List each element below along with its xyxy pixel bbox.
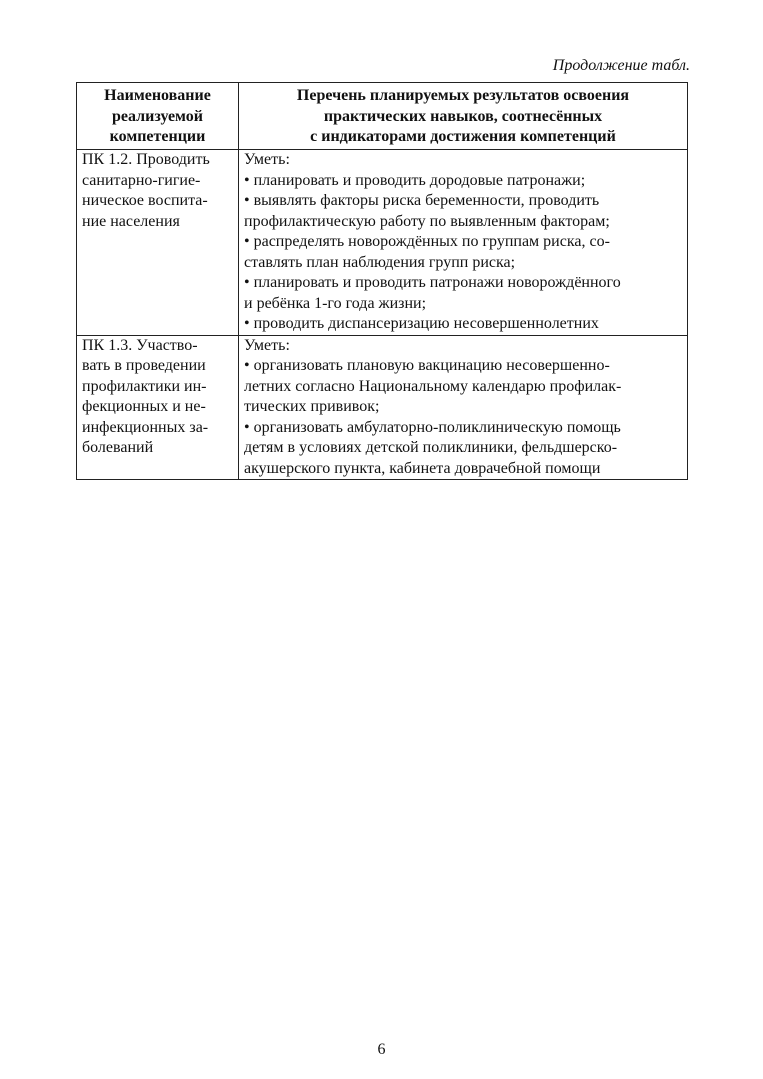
competencies-table — [76, 82, 688, 480]
cell-line: • выявлять факторы риска беременности, проводить — [244, 192, 600, 209]
cell-line: тических прививок; — [244, 398, 380, 415]
cell-line: профилактическую работу по выявленным факторам; — [244, 212, 610, 230]
cell-line: • проводить диспансеризацию несовершеннолетних — [244, 315, 599, 332]
header-line: с индикаторами достижения компетенций — [310, 128, 616, 146]
header-line: компетенции — [109, 128, 206, 146]
header-line: Перечень планируемых результатов освоения — [296, 87, 630, 105]
cell-line: детям в условиях детской поликлиники, фельдшерско- — [244, 439, 618, 456]
competence-cell — [77, 150, 239, 336]
cell-line: • организовать амбулаторно-поликлиническую помощь — [244, 418, 621, 436]
header-line: реализуемой — [112, 107, 203, 125]
cell-line: • планировать и проводить патронажи новорождённого — [244, 274, 621, 291]
header-line: Наименование — [104, 87, 211, 105]
skills-cell — [239, 335, 688, 480]
header-planned-results — [239, 83, 688, 150]
table-row — [77, 150, 688, 336]
cell-line: болеваний — [82, 439, 154, 456]
table-continued-label: Продолжение табл. — [552, 57, 690, 74]
cell-line: вать в проведении — [82, 357, 206, 374]
cell-line: Уметь: — [244, 151, 290, 168]
cell-line: ставлять план наблюдения групп риска; — [244, 253, 516, 271]
cell-line: • распределять новорождённых по группам риска, со- — [244, 233, 610, 250]
cell-line: акушерского пункта, кабинета доврачебной помощи — [244, 459, 601, 477]
table-header-row — [77, 83, 688, 150]
cell-line: санитарно-гигие- — [82, 171, 201, 189]
competence-cell — [77, 335, 239, 480]
cell-line: ние населения — [82, 212, 180, 230]
cell-line: Уметь: — [244, 336, 290, 354]
cell-line: профилактики ин- — [82, 377, 207, 395]
page-number: 6 — [377, 1041, 386, 1058]
cell-line: • организовать плановую вакцинацию несовершенно- — [244, 357, 610, 374]
header-line: практических навыков, соотнесённых — [323, 107, 603, 125]
cell-line: ническое воспита- — [82, 192, 208, 209]
cell-line: • планировать и проводить дородовые патронажи; — [244, 171, 586, 189]
skills-cell — [239, 150, 688, 336]
cell-line: ПК 1.2. Проводить — [82, 151, 210, 168]
cell-line: инфекционных за- — [82, 418, 209, 436]
header-competence-name — [77, 83, 239, 150]
cell-line: фекционных и не- — [82, 398, 206, 415]
cell-line: ПК 1.3. Участво- — [82, 336, 198, 354]
cell-line: летних согласно Национальному календарю профилак- — [244, 377, 622, 395]
cell-line: и ребёнка 1-го года жизни; — [244, 294, 427, 312]
table-row — [77, 335, 688, 480]
